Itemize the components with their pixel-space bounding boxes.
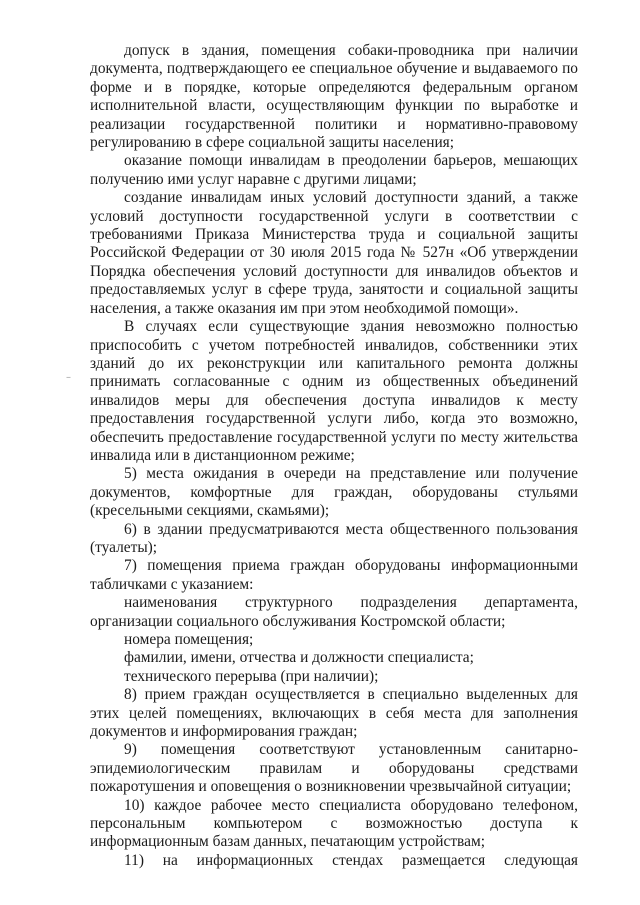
paragraph-item-7-signs: 7) помещения приема граждан оборудованы информационными табличками с указанием: — [90, 557, 578, 593]
paragraph-sign-department-name: наименования структурного подразделения департамента, организации социального обслуживания Костромской области; — [90, 594, 578, 630]
paragraph-sign-room-number: номера помещения; — [124, 631, 254, 648]
paragraph-sign-break: технического перерыва (при наличии); — [124, 667, 379, 685]
paragraph-item-8-reception: 8) прием граждан осуществляется в специально выделенных для этих целей помещениях, включающих в себя места для заполнения документов и информирования граждан; — [90, 686, 578, 741]
paragraph-item-11-stands: 11) на информационных стендах размещается следующая — [124, 851, 578, 869]
paragraph-existing-buildings: В случаях если существующие здания невозможно полностью приспособить с учетом потребностей инвалидов, собственники этих зданий до их реконструкции или капитального ремонта должны принимать согласованные с одним из общественных объединений инвалидов меры для обеспечения доступа инвалидов к месту предоставления государственной услуги либо, когда это возможно, обеспечить предоставление государственной услуги по месту жительства инвалида или в дистанционном режиме; — [90, 318, 578, 464]
scan-margin-mark: – — [66, 372, 71, 383]
paragraph-barrier-help: оказание помощи инвалидам в преодолении барьеров, мешающих получению ими услуг наравне с другими лицами; — [90, 152, 578, 188]
paragraph-item-5-waiting-areas: 5) места ожидания в очереди на представление или получение документов, комфортные для граждан, оборудованы стульями (кресельными секциями, скамьями); — [90, 465, 578, 520]
document-page — [90, 42, 578, 870]
paragraph-sign-specialist-name: фамилии, имени, отчества и должности специалиста; — [124, 649, 474, 667]
paragraph-guide-dog: допуск в здания, помещения собаки-проводника при наличии документа, подтверждающего ее специальное обучение и выдаваемого по форме и в порядке, которые определяются федеральным органом исполнительной власти, осуществляющим функции по выработке и реализации государственной политики и нормативно-правовому регулированию в сфере социальной защиты населения; — [90, 42, 578, 152]
paragraph-accessibility-conditions: создание инвалидам иных условий доступности зданий, а также условий доступности государственной услуги в соответствии с требованиями Приказа Министерства труда и социальной защиты Российской Федерации от 30 июля 2015 года № 527н «Об утверждении Порядка обеспечения условий доступности для инвалидов объектов и предоставляемых услуг в сфере труда, занятости и социальной защиты населения, а также оказания им при этом необходимой помощи». — [90, 189, 578, 317]
paragraph-item-10-workplace: 10) каждое рабочее место специалиста оборудовано телефоном, персональным компьютером с возможностью доступа к информационным базам данных, печатающим устройствам; — [90, 796, 578, 851]
paragraph-item-9-sanitary: 9) помещения соответствуют установленным санитарно-эпидемиологическим правилам и оборудованы средствами пожаротушения и оповещения о возникновении чрезвычайной ситуации; — [90, 741, 578, 796]
paragraph-item-6-restrooms: 6) в здании предусматриваются места общественного пользования (туалеты); — [90, 520, 578, 556]
